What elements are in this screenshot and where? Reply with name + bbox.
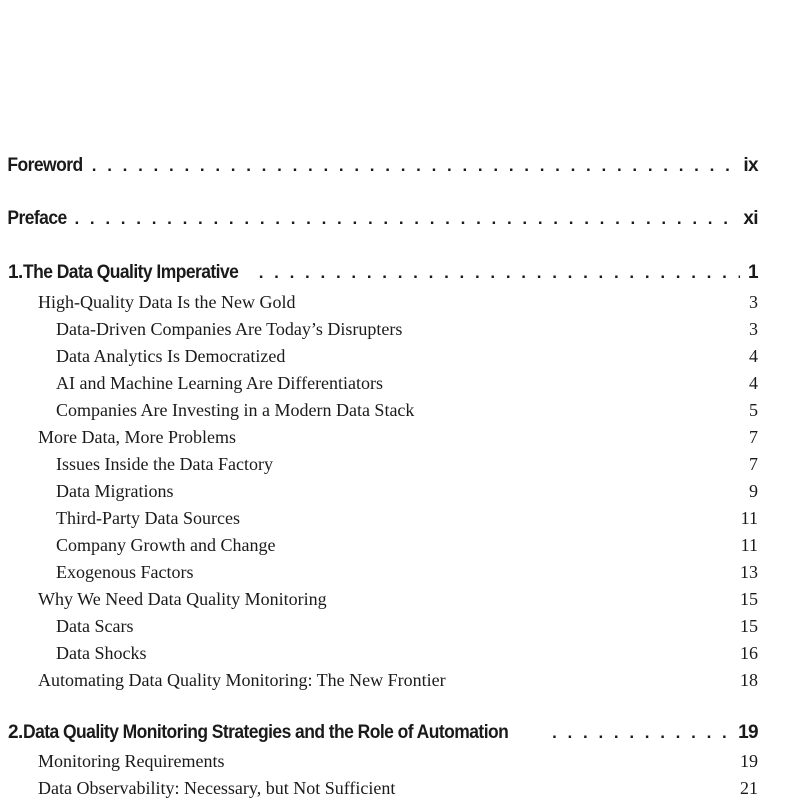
dot-leader	[74, 209, 735, 229]
section-page: 15	[740, 589, 758, 609]
toc-subsection[interactable]	[0, 400, 800, 421]
chapter-title: Data Quality Monitoring Strategies and the Role of Automation	[22, 722, 508, 743]
subsection-page: 16	[740, 643, 758, 663]
toc-section[interactable]	[0, 751, 800, 772]
subsection-title: Data Migrations	[56, 481, 174, 501]
chapter-number: 2.	[8, 722, 23, 743]
section-page: 19	[740, 751, 758, 771]
subsection-page: 13	[740, 562, 758, 582]
section-title: Automating Data Quality Monitoring: The New Frontier	[38, 670, 446, 690]
toc-section[interactable]	[0, 292, 800, 313]
dot-leader	[552, 723, 730, 743]
chapter-title: The Data Quality Imperative	[22, 262, 238, 283]
subsection-title: Data Scars	[56, 616, 134, 636]
chapter-number: 1.	[8, 262, 23, 283]
toc-section[interactable]	[0, 778, 800, 799]
subsection-page: 11	[740, 508, 758, 528]
toc-section[interactable]	[0, 427, 800, 448]
toc-entry-page: xi	[743, 208, 758, 229]
subsection-title: Exogenous Factors	[56, 562, 194, 582]
subsection-page: 5	[749, 400, 758, 420]
subsection-page: 11	[740, 535, 758, 555]
subsection-title: Data Analytics Is Democratized	[56, 346, 286, 366]
subsection-page: 7	[749, 454, 758, 474]
toc-entry-foreword[interactable]	[0, 155, 800, 177]
subsection-page: 3	[749, 319, 758, 339]
toc-subsection[interactable]	[0, 346, 800, 367]
section-title: More Data, More Problems	[38, 427, 236, 447]
subsection-title: Data Shocks	[56, 643, 147, 663]
toc-subsection[interactable]	[0, 373, 800, 394]
toc-entry-title: Preface	[7, 208, 67, 229]
section-page: 3	[749, 292, 758, 312]
toc-subsection[interactable]	[0, 454, 800, 475]
dot-leader	[259, 263, 740, 283]
toc-subsection[interactable]	[0, 616, 800, 637]
toc-subsection[interactable]	[0, 481, 800, 502]
toc-chapter-2[interactable]	[0, 722, 800, 744]
subsection-title: Companies Are Investing in a Modern Data Stack	[56, 400, 415, 420]
toc-subsection[interactable]	[0, 508, 800, 529]
toc-entry-title: Foreword	[7, 155, 83, 176]
subsection-title: Data-Driven Companies Are Today’s Disrupters	[56, 319, 403, 339]
section-page: 18	[740, 670, 758, 690]
subsection-page: 15	[740, 616, 758, 636]
subsection-page: 9	[749, 481, 758, 501]
chapter-page: 1	[748, 262, 758, 283]
subsection-page: 4	[749, 346, 758, 366]
subsection-title: Company Growth and Change	[56, 535, 276, 555]
subsection-title: Issues Inside the Data Factory	[56, 454, 273, 474]
subsection-page: 4	[749, 373, 758, 393]
section-page: 21	[740, 778, 758, 798]
toc-subsection[interactable]	[0, 535, 800, 556]
section-page: 7	[749, 427, 758, 447]
section-title: Data Observability: Necessary, but Not Sufficient	[38, 778, 396, 798]
toc-entry-preface[interactable]	[0, 208, 800, 230]
toc-subsection[interactable]	[0, 562, 800, 583]
section-title: Monitoring Requirements	[38, 751, 225, 771]
toc-subsection[interactable]	[0, 643, 800, 664]
section-title: High-Quality Data Is the New Gold	[38, 292, 296, 312]
toc-chapter-1[interactable]	[0, 262, 800, 284]
toc-section[interactable]	[0, 670, 800, 691]
chapter-page: 19	[738, 722, 758, 743]
section-title: Why We Need Data Quality Monitoring	[38, 589, 327, 609]
subsection-title: AI and Machine Learning Are Differentiators	[56, 373, 384, 393]
toc-section[interactable]	[0, 589, 800, 610]
subsection-title: Third-Party Data Sources	[56, 508, 240, 528]
dot-leader	[92, 156, 736, 176]
toc-subsection[interactable]	[0, 319, 800, 340]
toc-entry-page: ix	[743, 155, 758, 176]
